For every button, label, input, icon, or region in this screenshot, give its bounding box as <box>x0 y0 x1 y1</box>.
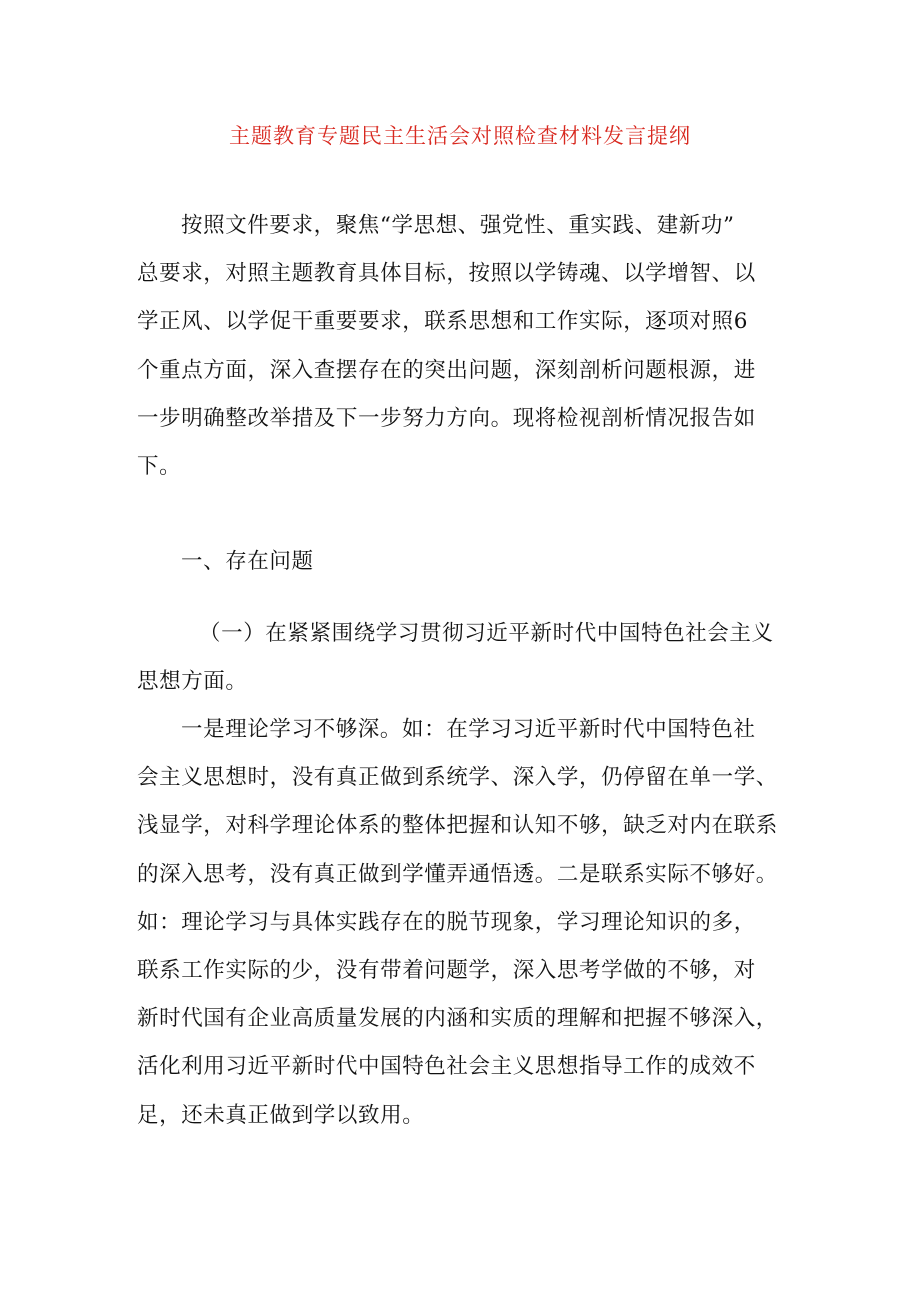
intro-line: 个重点方面，深入查摆存在的突出问题，深刻剖析问题根源，进 <box>137 357 756 383</box>
intro-paragraph <box>137 202 805 491</box>
intro-line: 一步明确整改举措及下一步努力方向。现将检视剖析情况报告如 <box>137 405 756 431</box>
section-heading-text: 一、存在问题 <box>181 549 314 574</box>
detail-line: 的深入思考，没有真正做到学懂弄通悟透。二是联系实际不够好。 <box>137 861 778 887</box>
detail-line: 会主义思想时，没有真正做到系统学、深入学，仍停留在单一学、 <box>137 765 778 791</box>
intro-line: 按照文件要求，聚焦“学思想、强党性、重实践、建新功” <box>181 213 735 238</box>
intro-line: 总要求，对照主题教育具体目标，按照以学铸魂、以学增智、以 <box>137 261 756 287</box>
detail-line: 一是理论学习不够深。如：在学习习近平新时代中国特色社 <box>181 717 756 742</box>
detail-line: 足，还未真正做到学以致用。 <box>137 1102 425 1128</box>
intro-line: 学正风、以学促干重要要求，联系思想和工作实际，逐项对照6 <box>137 309 748 335</box>
detail-line: 联系工作实际的少，没有带着问题学，深入思考学做的不够，对 <box>137 958 756 984</box>
detail-line: 浅显学，对科学理论体系的整体把握和认知不够，缺乏对内在联系 <box>137 813 778 839</box>
subsection-line: 思想方面。 <box>137 669 248 695</box>
intro-line: 下。 <box>137 454 182 480</box>
section-heading <box>137 538 805 586</box>
subsection-heading <box>137 610 805 706</box>
detail-line: 活化利用习近平新时代中国特色社会主义思想指导工作的成效不 <box>137 1054 756 1080</box>
subsection-line: （一）在紧紧围绕学习贯彻习近平新时代中国特色社会主义 <box>199 621 774 646</box>
document-title: 主题教育专题民主生活会对照检查材料发言提纲 <box>229 124 691 148</box>
detail-line: 如：理论学习与具体实践存在的脱节现象，学习理论知识的多， <box>137 909 756 935</box>
detail-line: 新时代国有企业高质量发展的内涵和实质的理解和把握不够深入， <box>137 1006 778 1032</box>
detail-paragraph <box>137 706 805 1140</box>
